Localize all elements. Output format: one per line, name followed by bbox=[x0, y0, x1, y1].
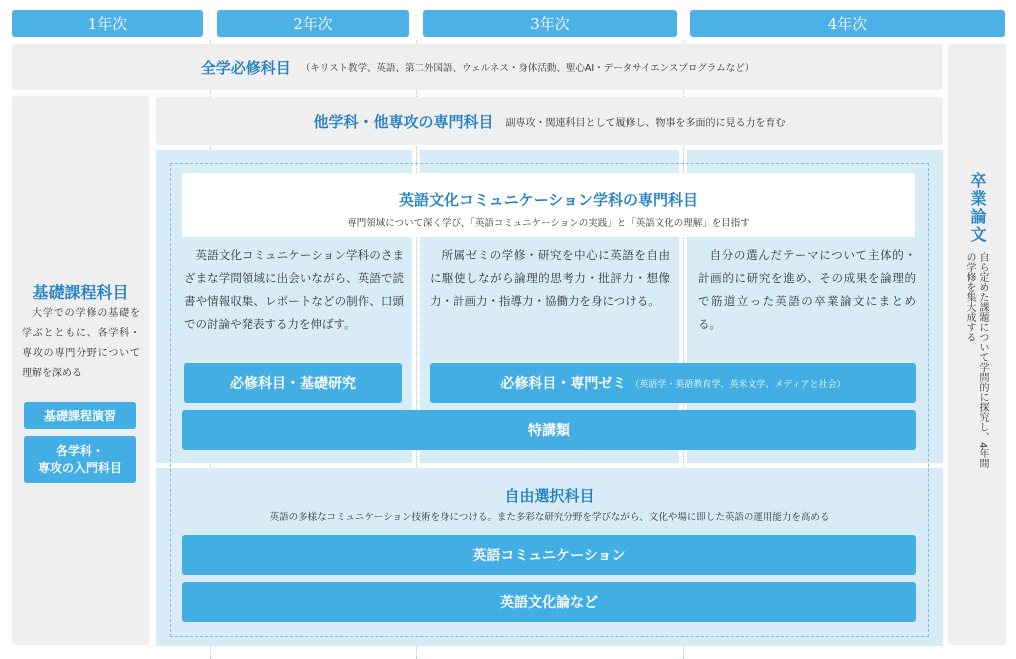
major-title-box bbox=[182, 173, 915, 237]
year-header-3 bbox=[423, 10, 677, 37]
other-dept-desc: 副専攻・関連科目として履修し、物事を多面的に見る力を育む bbox=[505, 117, 786, 129]
button-label: 必修科目・基礎研究 bbox=[230, 376, 356, 392]
basic-seminar-button[interactable] bbox=[24, 402, 136, 429]
basic-course-title: 基礎課程科目 bbox=[32, 283, 129, 302]
button-label: 基礎課程演習 bbox=[43, 409, 116, 423]
special-lectures-button[interactable] bbox=[182, 410, 916, 450]
seminar-fields: （英語学・英語教育学、英米文学、メディアと社会） bbox=[630, 379, 846, 390]
elective-title: 自由選択科目 bbox=[504, 487, 595, 505]
other-dept-row bbox=[156, 97, 943, 145]
thesis-title: 卒業論文 bbox=[968, 172, 987, 244]
major-desc: 専門領域について深く学び、「英語コミュニケーションの実践」と「英語文化の理解」を目指す bbox=[347, 218, 750, 229]
year12-description: 英語文化コミュニケーション学科のさまざまな学問領域に出会いながら、英語で読書や情報収集、レポートなどの制作、口頭での討論や発表する力を伸ばす。 bbox=[184, 248, 404, 331]
other-dept-title: 他学科・他専攻の専門科目 bbox=[313, 112, 494, 131]
year-label: 2年次 bbox=[293, 15, 333, 33]
button-label: 必修科目・専門ゼミ bbox=[500, 376, 627, 392]
year-header-4 bbox=[690, 10, 1005, 37]
thesis-desc: 自ら定めた課題について学問的に探究し、4年間の学修を集大成する bbox=[964, 252, 988, 469]
button-label: 特講類 bbox=[528, 423, 570, 439]
year-label: 1年次 bbox=[87, 15, 128, 33]
button-label: 各学科・ 専攻の入門科目 bbox=[37, 443, 122, 475]
button-label: 英語コミュニケーション bbox=[472, 548, 626, 564]
english-culture-button[interactable] bbox=[182, 582, 916, 622]
general-required-title: 全学必修科目 bbox=[200, 58, 291, 77]
year-header-1 bbox=[12, 10, 203, 37]
major-title: 英語文化コミュニケーション学科の専門科目 bbox=[398, 191, 699, 209]
button-label: 英語文化論など bbox=[500, 595, 598, 611]
required-seminar-button[interactable] bbox=[430, 363, 916, 403]
year4-description: 自分の選んだテーマについて主体的・計画的に研究を進め、その成果を論理的で筋道立った英語の卒業論文にまとめる。 bbox=[698, 248, 916, 331]
year-label: 4年次 bbox=[827, 15, 868, 33]
english-communication-button[interactable] bbox=[182, 535, 916, 575]
year-label: 3年次 bbox=[530, 15, 570, 33]
intro-courses-button[interactable] bbox=[24, 436, 136, 483]
general-required-row bbox=[12, 44, 943, 90]
general-required-desc: （キリスト教学、英語、第二外国語、ウェルネス・身体活動、聖心AI・データサイエンスプログラムなど） bbox=[300, 63, 755, 74]
year3-description: 所属ゼミの学修・研究を中心に英語を自由に駆使しながら論理的思考力・批評力・想像力・計画力・指導力・協働力を身につける。 bbox=[430, 248, 670, 308]
required-basic-research-button[interactable] bbox=[184, 363, 402, 403]
basic-course-desc: 大学での学修の基礎を学ぶとともに、各学科・専攻の専門分野について理解を深める bbox=[22, 308, 140, 379]
year-header-2 bbox=[217, 10, 409, 37]
elective-desc: 英語の多様なコミュニケーション技術を身につける。また多彩な研究分野を学びながら、文化や場に即した英語の運用能力を高める bbox=[269, 512, 830, 523]
